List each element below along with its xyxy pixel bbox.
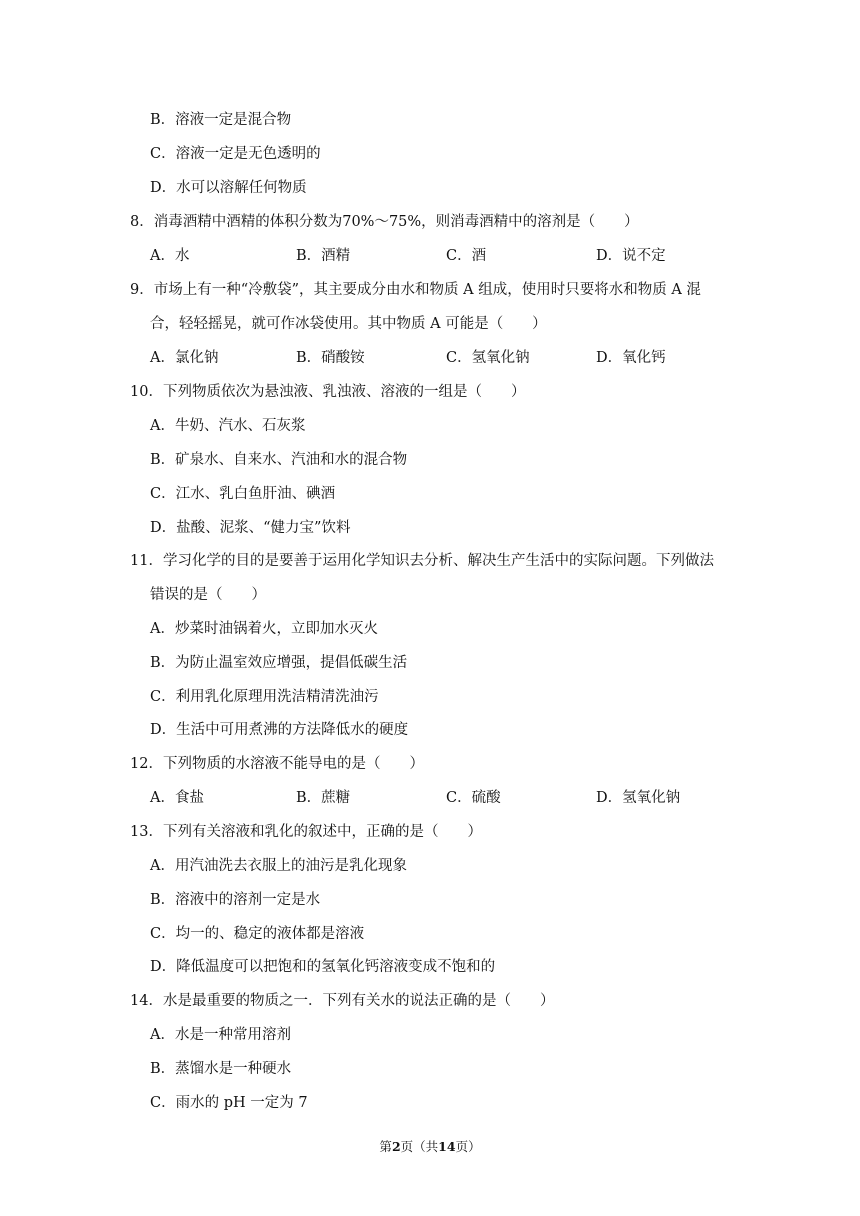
q10-stem: 10．下列物质依次为悬浊液、乳浊液、溶液的一组是（ ） [130,384,526,400]
footer-suffix: 页） [455,1139,481,1154]
q8-options [150,246,750,266]
q7-option-b: B．溶液一定是混合物 [150,112,292,128]
q9-option-d: D．氧化钙 [596,350,666,366]
q8-option-a: A．水 [150,248,190,264]
q9-stem-continued: 合，轻轻摇晃，就可作冰袋使用。其中物质 A 可能是（ ） [150,316,547,332]
footer-prefix: 第 [379,1139,392,1154]
q14-option-c: C．雨水的 pH 一定为 7 [150,1095,308,1111]
q14-option-b: B．蒸馏水是一种硬水 [150,1061,292,1077]
current-page-number: 2 [391,1139,401,1154]
q10-option-a: A．牛奶、汽水、石灰浆 [150,418,306,434]
q8-option-b: B．酒精 [296,248,351,264]
q10-option-d: D．盐酸、泥浆、“健力宝”饮料 [150,520,351,536]
q13-stem: 13．下列有关溶液和乳化的叙述中，正确的是（ ） [130,824,482,840]
page-footer [0,1138,860,1156]
q14-option-a: A．水是一种常用溶剂 [150,1027,291,1043]
q9-option-a: A．氯化钠 [150,350,219,366]
q12-option-c: C．硫酸 [446,790,501,806]
q12-option-d: D．氢氧化钠 [596,790,681,806]
q11-option-a: A．炒菜时油锅着火，立即加水灭火 [150,621,378,637]
q11-option-d: D．生活中可用煮沸的方法降低水的硬度 [150,722,409,738]
q7-option-c: C．溶液一定是无色透明的 [150,146,321,162]
q13-option-b: B．溶液中的溶剂一定是水 [150,892,321,908]
q13-option-a: A．用汽油洗去衣服上的油污是乳化现象 [150,858,407,874]
q7-option-d: D．水可以溶解任何物质 [150,180,307,196]
q11-option-b: B．为防止温室效应增强，提倡低碳生活 [150,655,408,671]
q9-options [150,348,750,368]
q12-options [150,788,750,808]
q14-stem: 14．水是最重要的物质之一．下列有关水的说法正确的是（ ） [130,993,555,1009]
q12-stem: 12．下列物质的水溶液不能导电的是（ ） [130,756,424,772]
q10-option-b: B．矿泉水、自来水、汽油和水的混合物 [150,452,408,468]
q8-stem: 8．消毒酒精中酒精的体积分数为70%～75%，则消毒酒精中的溶剂是（ ） [130,214,639,230]
footer-middle: 页（共 [400,1139,439,1154]
q12-option-a: A．食盐 [150,790,204,806]
total-page-count: 14 [438,1139,456,1154]
q11-stem-continued: 错误的是（ ） [150,587,266,603]
q9-option-c: C．氢氧化钠 [446,350,530,366]
q12-option-b: B．蔗糖 [296,790,351,806]
q9-option-b: B．硝酸铵 [296,350,365,366]
q8-option-d: D．说不定 [596,248,666,264]
q8-option-c: C．酒 [446,248,487,264]
q9-stem: 9．市场上有一种“冷敷袋”，其主要成分由水和物质 A 组成，使用时只要将水和物质 A 混 [130,282,701,298]
q10-option-c: C．江水、乳白鱼肝油、碘酒 [150,486,336,502]
q11-option-c: C．利用乳化原理用洗洁精清洗油污 [150,689,379,705]
q11-stem: 11．学习化学的目的是要善于运用化学知识去分析、解决生产生活中的实际问题。下列做法 [130,553,714,569]
q13-option-c: C．均一的、稳定的液体都是溶液 [150,926,365,942]
q13-option-d: D．降低温度可以把饱和的氢氧化钙溶液变成不饱和的 [150,959,496,975]
